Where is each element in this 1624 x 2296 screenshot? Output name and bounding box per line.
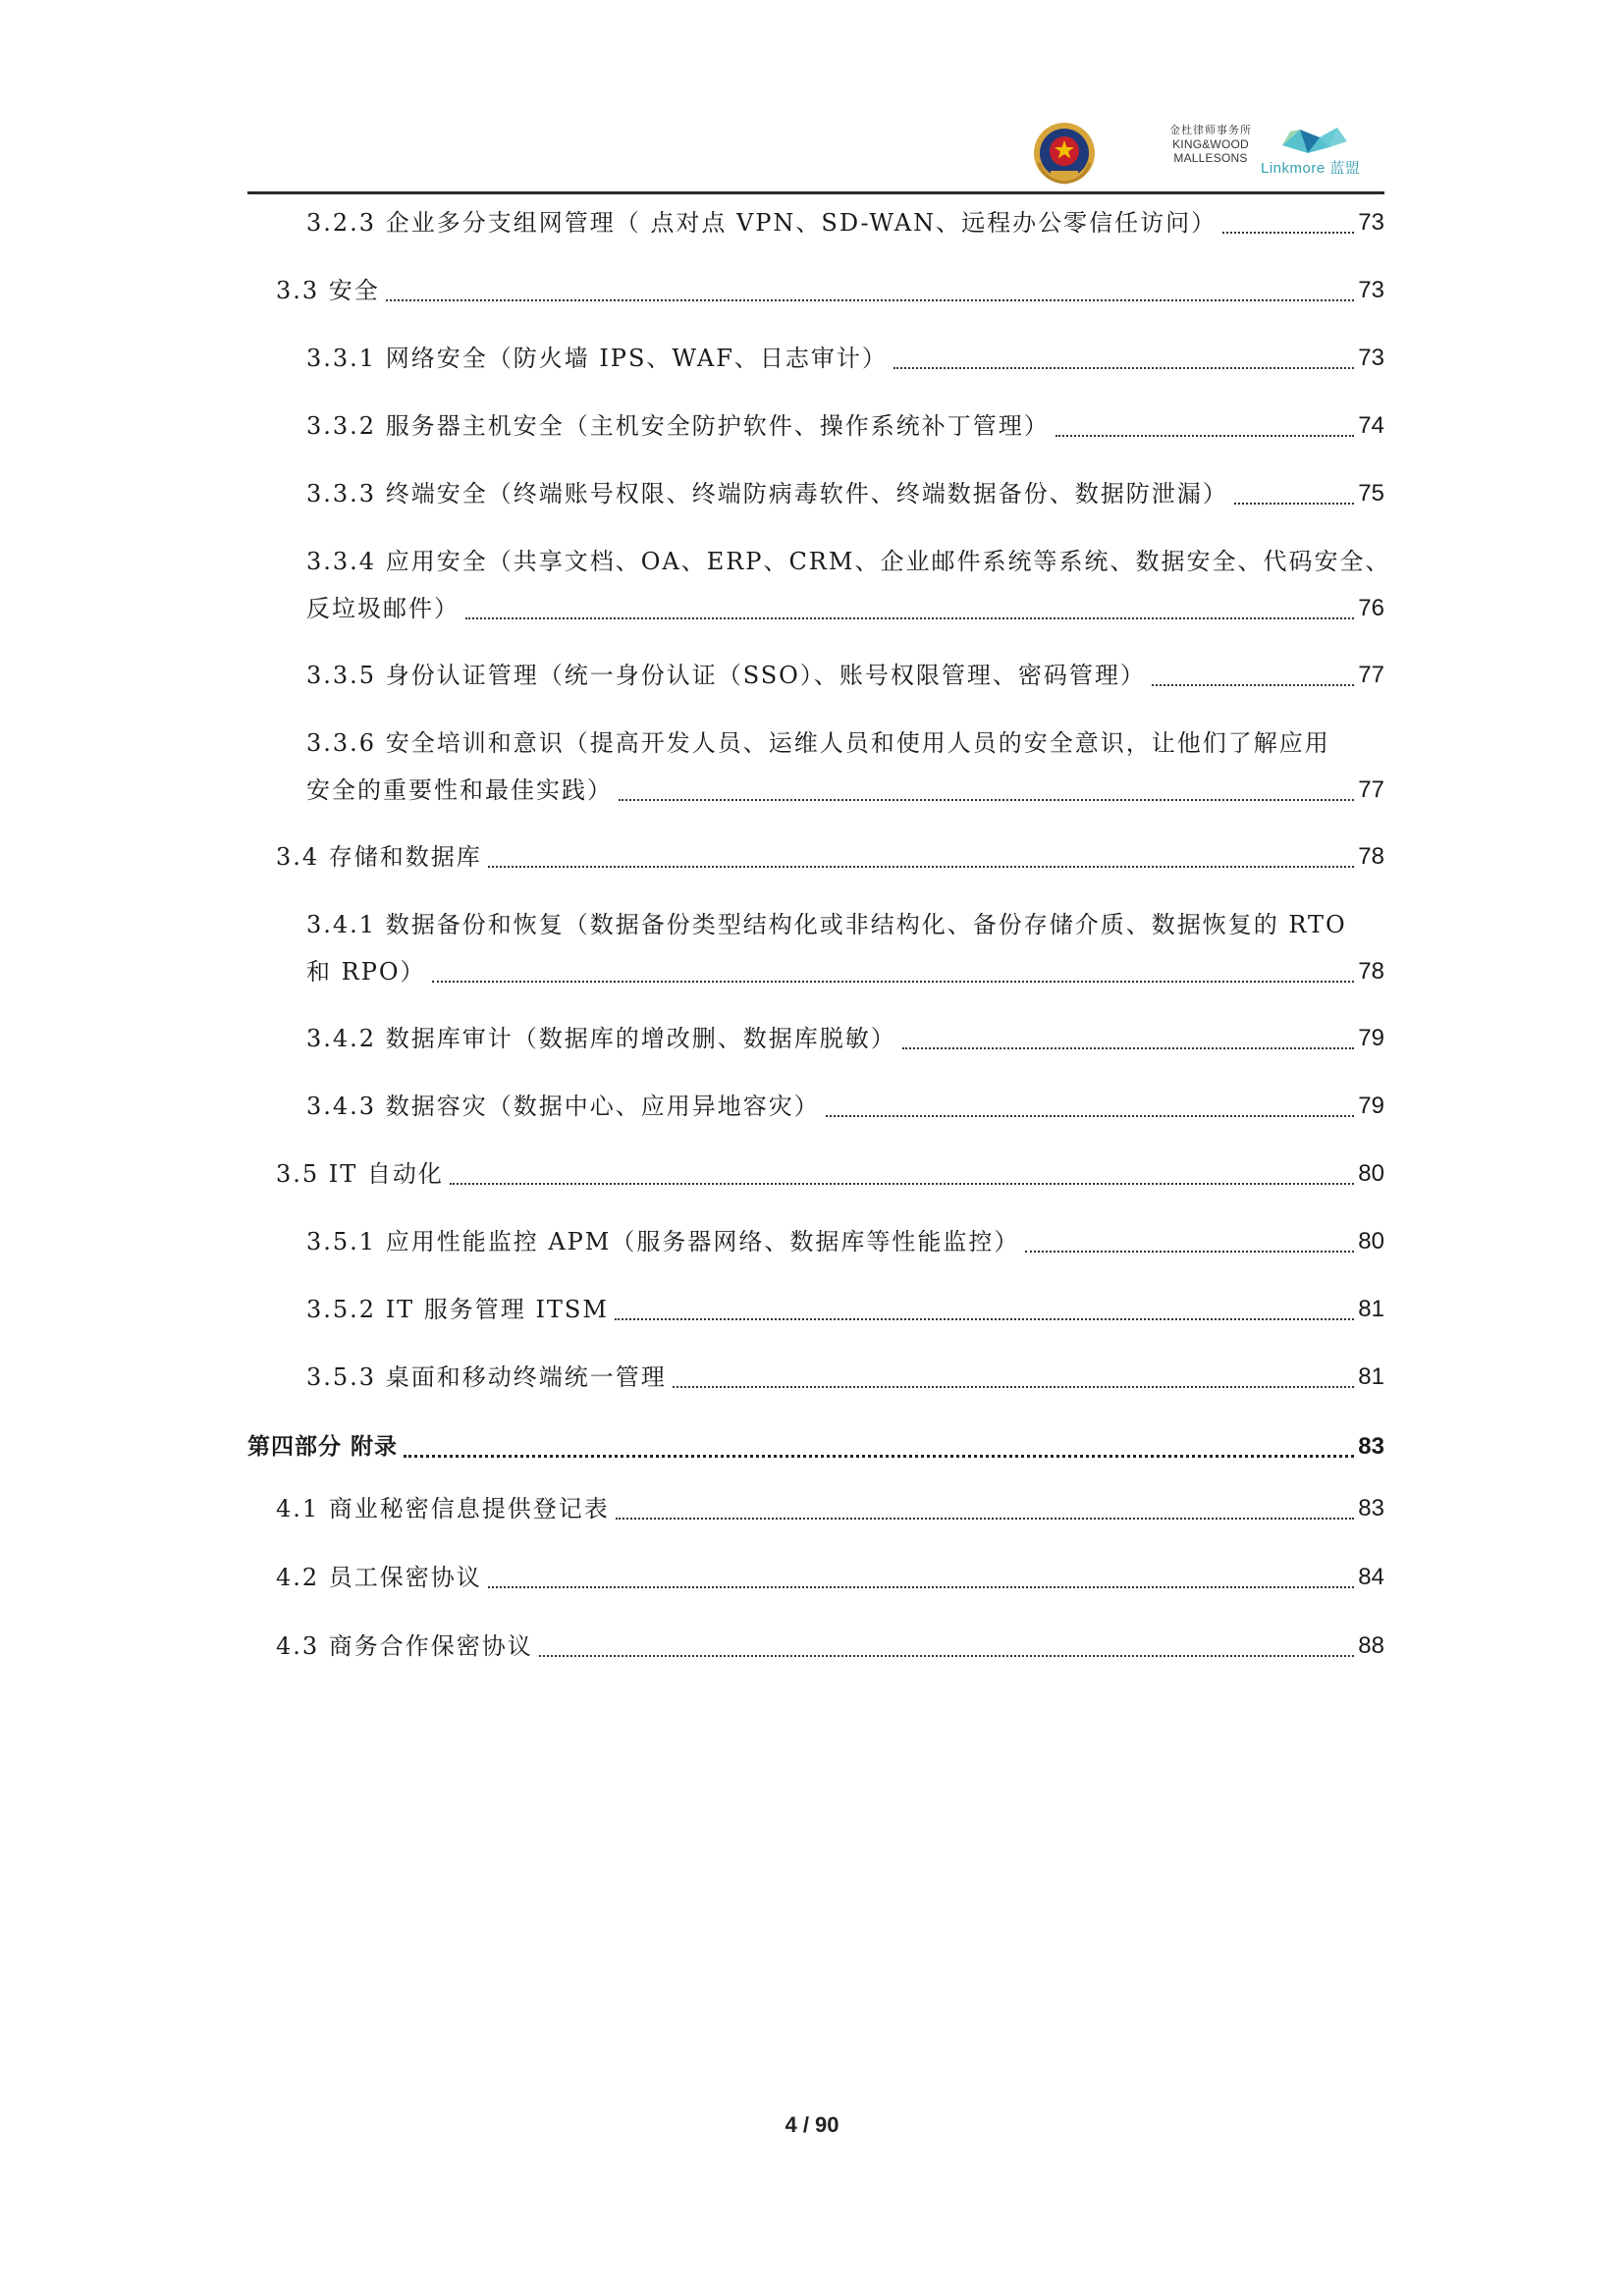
toc-entry-title: 第四部分 附录 bbox=[247, 1434, 399, 1460]
toc-entry-3-2-3[interactable] bbox=[306, 199, 1384, 246]
toc-leader-dots bbox=[450, 1183, 1354, 1185]
toc-page-number: 81 bbox=[1358, 1363, 1384, 1390]
toc-leader-dots bbox=[615, 1318, 1354, 1320]
toc-entry-3-3-5[interactable] bbox=[306, 652, 1384, 699]
toc-entry-3-5-2[interactable] bbox=[306, 1286, 1384, 1333]
toc-page-number: 80 bbox=[1358, 1228, 1384, 1255]
toc-entry-title: 3.3.3 终端安全（终端账号权限、终端防病毒软件、终端数据备份、数据防泄漏） bbox=[306, 480, 1228, 507]
kwm-logo bbox=[1168, 126, 1253, 164]
toc-page-number: 73 bbox=[1358, 345, 1384, 371]
toc-entry-title: 3.4 存储和数据库 bbox=[276, 843, 482, 871]
toc-entry-title-line1: 3.3.6 安全培训和意识（提高开发人员、运维人员和使用人员的安全意识，让他们了解应用 bbox=[306, 729, 1330, 757]
toc-page-number: 77 bbox=[1358, 662, 1384, 688]
toc-entry-3-3-1[interactable] bbox=[306, 335, 1384, 382]
toc-page-number: 80 bbox=[1358, 1160, 1384, 1187]
linkmore-text: Linkmore 蓝盟 bbox=[1261, 160, 1361, 177]
toc-entry-title: 4.2 员工保密协议 bbox=[276, 1564, 482, 1591]
toc-page-number: 75 bbox=[1358, 480, 1384, 507]
toc-entry-title: 4.3 商务合作保密协议 bbox=[276, 1632, 533, 1660]
toc-entry-3-3-2[interactable] bbox=[306, 402, 1384, 450]
kwm-chinese-name: 金杜律师事务所 bbox=[1169, 125, 1252, 136]
toc-leader-dots bbox=[902, 1047, 1355, 1049]
toc-leader-dots bbox=[826, 1115, 1355, 1117]
toc-entry-3-3-4[interactable] bbox=[306, 538, 1391, 632]
toc-leader-dots bbox=[432, 981, 1355, 983]
toc-leader-dots bbox=[616, 1518, 1355, 1520]
linkmore-mark-icon bbox=[1261, 124, 1367, 159]
toc-page-number: 79 bbox=[1358, 1025, 1384, 1051]
toc-leader-dots bbox=[386, 299, 1355, 301]
toc-entry-title: 3.4.2 数据库审计（数据库的增改删、数据库脱敏） bbox=[306, 1025, 896, 1052]
toc-leader-dots bbox=[465, 617, 1354, 619]
toc-entry-4-2[interactable] bbox=[276, 1554, 1384, 1601]
toc-entry-3-4-3[interactable] bbox=[306, 1083, 1384, 1130]
toc-entry-3-4-2[interactable] bbox=[306, 1015, 1384, 1062]
header-divider bbox=[247, 191, 1384, 194]
toc-entry-title: 和 RPO） bbox=[306, 958, 426, 986]
toc-entry-3-4[interactable] bbox=[276, 833, 1384, 881]
toc-entry-title: 4.1 商业秘密信息提供登记表 bbox=[276, 1495, 610, 1522]
toc-entry-3-4-1[interactable] bbox=[306, 901, 1384, 995]
toc-entry-title: 3.3 安全 bbox=[276, 277, 380, 304]
toc-entry-title: 3.5 IT 自动化 bbox=[276, 1160, 444, 1188]
toc-entry-title: 3.3.5 身份认证管理（统一身份认证（SSO）、账号权限管理、密码管理） bbox=[306, 662, 1146, 689]
toc-entry-3-5[interactable] bbox=[276, 1150, 1384, 1198]
toc-page-number: 83 bbox=[1358, 1433, 1384, 1460]
toc-page-number: 83 bbox=[1358, 1495, 1384, 1522]
toc-entry-title: 3.3.1 网络安全（防火墙 IPS、WAF、日志审计） bbox=[306, 345, 888, 372]
toc-entry-title: 安全的重要性和最佳实践） bbox=[306, 776, 613, 804]
toc-entry-title: 3.5.1 应用性能监控 APM（服务器网络、数据库等性能监控） bbox=[306, 1228, 1020, 1255]
toc-page-number: 84 bbox=[1358, 1564, 1384, 1590]
toc-entry-title: 3.2.3 企业多分支组网管理（ 点对点 VPN、SD-WAN、远程办公零信任访问） bbox=[306, 209, 1218, 237]
toc-leader-dots bbox=[488, 866, 1355, 868]
toc-leader-dots bbox=[1234, 503, 1355, 505]
toc-leader-dots bbox=[619, 799, 1354, 801]
page-footer bbox=[0, 2112, 1624, 2138]
toc-entry-3-3-6[interactable] bbox=[306, 720, 1384, 814]
toc-page-number: 77 bbox=[1358, 776, 1384, 803]
toc-entry-title: 3.5.2 IT 服务管理 ITSM bbox=[306, 1296, 609, 1323]
toc-page-number: 73 bbox=[1358, 277, 1384, 303]
toc-page-number: 88 bbox=[1358, 1632, 1384, 1659]
page-number-indicator: 4 / 90 bbox=[785, 2112, 839, 2137]
toc-entry-3-5-1[interactable] bbox=[306, 1218, 1384, 1265]
toc-leader-dots bbox=[488, 1586, 1355, 1588]
toc-page-number: 81 bbox=[1358, 1296, 1384, 1322]
toc-leader-dots bbox=[1025, 1251, 1354, 1253]
toc-entry-title: 3.4.3 数据容灾（数据中心、应用异地容灾） bbox=[306, 1093, 820, 1120]
page-header bbox=[0, 0, 1624, 196]
toc-entry-title: 3.3.2 服务器主机安全（主机安全防护软件、操作系统补丁管理） bbox=[306, 412, 1050, 440]
toc-entry-4-1[interactable] bbox=[276, 1485, 1384, 1532]
toc-page-number: 78 bbox=[1358, 958, 1384, 985]
toc-entry-3-3-3[interactable] bbox=[306, 470, 1384, 517]
toc-leader-dots bbox=[539, 1655, 1355, 1657]
toc-leader-dots bbox=[1056, 435, 1355, 437]
toc-entry-4-3[interactable] bbox=[276, 1623, 1384, 1670]
toc-entry-part-4[interactable] bbox=[247, 1423, 1384, 1470]
toc-leader-dots bbox=[673, 1386, 1355, 1388]
kwm-english-name-1: KING&WOOD bbox=[1172, 137, 1249, 151]
toc-page-number: 76 bbox=[1358, 595, 1384, 621]
toc-entry-title-line1: 3.3.4 应用安全（共享文档、OA、ERP、CRM、企业邮件系统等系统、数据安全、代码安全、 bbox=[306, 548, 1391, 575]
toc-leader-dots bbox=[404, 1455, 1354, 1458]
toc-entry-3-5-3[interactable] bbox=[306, 1354, 1384, 1401]
toc-entry-title: 3.5.3 桌面和移动终端统一管理 bbox=[306, 1363, 667, 1391]
toc-page-number: 78 bbox=[1358, 843, 1384, 870]
toc-leader-dots bbox=[893, 367, 1354, 369]
toc-entry-3-3[interactable] bbox=[276, 267, 1384, 314]
toc-entry-title: 反垃圾邮件） bbox=[306, 595, 460, 622]
toc-page-number: 74 bbox=[1358, 412, 1384, 439]
toc-page-number: 79 bbox=[1358, 1093, 1384, 1119]
toc-leader-dots bbox=[1222, 232, 1354, 234]
kwm-english-name-2: MALLESONS bbox=[1173, 151, 1248, 165]
police-emblem-icon bbox=[1031, 120, 1098, 187]
linkmore-logo bbox=[1261, 124, 1367, 177]
toc-entry-title-line1: 3.4.1 数据备份和恢复（数据备份类型结构化或非结构化、备份存储介质、数据恢复的 RTO bbox=[306, 911, 1347, 938]
toc-page-number: 73 bbox=[1358, 209, 1384, 236]
toc-leader-dots bbox=[1152, 684, 1354, 686]
